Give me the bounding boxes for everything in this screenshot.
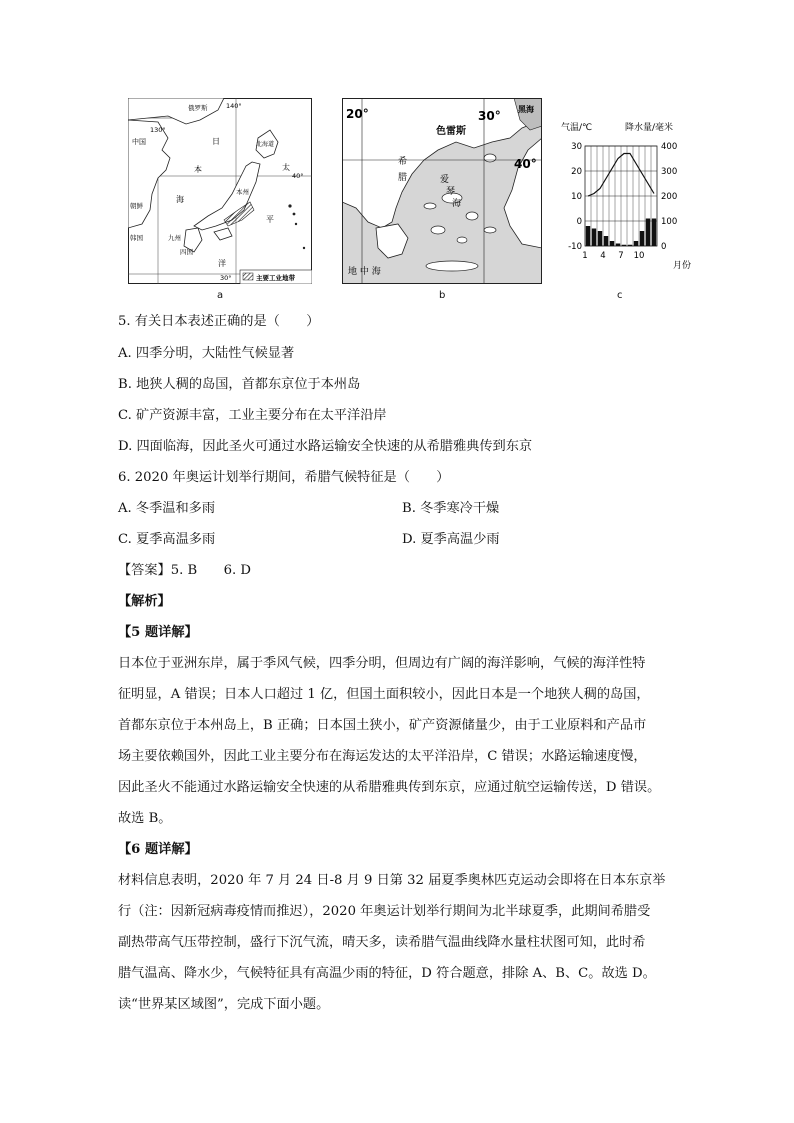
label-skorea: 韩国 [130,234,143,242]
figure-a-japan-map [128,98,312,284]
y-right-tick: 200 [661,192,678,202]
legend-label: 主要工业地带 [256,274,295,282]
label-lon30: 30° [478,109,501,123]
label-ri: 日 [212,137,220,146]
label-lon20: 20° [346,107,369,121]
detail-6-line: 读“世界某区域图”，完成下面小题。 [118,997,330,1012]
label-thessaly: 色雷斯 [436,126,466,137]
precip-bar [640,231,644,246]
label-hokkaido: 北海道 [256,141,275,148]
precip-bar [592,229,596,247]
label-tai: 太 [282,163,290,172]
label-lon130: 130° [150,126,166,134]
label-ping: 平 [266,215,274,224]
x-tick: 7 [618,251,624,261]
analysis-label: 【解析】 [118,594,171,609]
label-black-sea: 黑海 [518,105,534,114]
y-right-tick: 0 [661,242,667,252]
y-right-tick: 100 [661,217,678,227]
label-ben: 本 [194,165,202,174]
question-6-option-d: D. 夏季高温少雨 [402,532,500,547]
y-right-tick: 400 [661,142,678,152]
y-left-tick: 10 [571,192,582,202]
precip-bar [604,236,608,246]
label-russia: 俄罗斯 [188,104,208,112]
label-mediterranean: 地 中 海 [348,267,381,277]
x-unit-label: 月份 [673,261,692,270]
island [457,237,467,243]
y-right-title: 降水量/毫米 [625,123,674,133]
detail-6-line: 副热带高气压带控制，盛行下沉气流，晴天多，读希腊气温曲线降水量柱状图可知，此时希 [118,935,646,950]
question-6-option-c: C. 夏季高温多雨 [118,532,216,547]
label-shikoku: 四国 [180,248,193,256]
label-lat30: 30° [220,274,232,282]
greece-map-svg [342,98,542,284]
precip-bar [616,244,620,247]
detail-6-line: 材料信息表明，2020 年 7 月 24 日-8 月 9 日第 32 届夏季奥林匹克运动会即将在日本东京举 [118,873,666,888]
precip-bar [622,245,626,246]
detail-6-title: 【6 题详解】 [118,842,198,857]
island [424,203,436,209]
question-5-stem: 5. 有关日本表述正确的是（ ） [118,314,320,329]
caption-c: c [617,290,623,301]
question-5-option-d: D. 四面临海，因此圣火可通过水路运输安全快速的从希腊雅典传到东京 [118,439,533,454]
y-right-tick: 300 [661,167,678,177]
label-la: 腊 [398,173,408,183]
label-lon140: 140° [226,102,242,110]
question-6-option-b: B. 冬季寒冷干燥 [402,501,500,516]
detail-6-line: 行（注：因新冠病毒疫情而推迟），2020 年奥运计划举行期间为北半球夏季，此期间希腊受 [118,904,651,919]
detail-5-line: 征明显，A 错误；日本人口超过 1 亿，但国土面积较小，因此日本是一个地狭人稠的岛国， [118,687,650,702]
y-left-tick: 20 [571,167,582,177]
island-dot [295,223,297,225]
label-xi: 希 [398,157,408,167]
detail-5-line: 场主要依赖国外，因此工业主要分布在海运发达的太平洋沿岸，C 错误；水路运输速度慢， [118,749,647,764]
detail-5-line: 日本位于亚洲东岸，属于季风气候，四季分明，但周边有广阔的海洋影响，气候的海洋性特 [118,656,646,671]
question-6-option-a: A. 冬季温和多雨 [118,501,216,516]
island-dot [293,213,296,216]
detail-5-line: 首都东京位于本州岛上，B 正确；日本国土狭小，矿产资源储量少，由于工业原料和产品市 [118,718,647,733]
question-5-option-b: B. 地狭人稠的岛国，首都东京位于本州岛 [118,377,361,392]
caption-a: a [217,290,224,301]
precip-bar [634,241,638,246]
label-hai: 海 [452,199,462,209]
x-tick: 1 [582,251,588,261]
y-left-tick: -10 [568,242,582,252]
question-5-option-a: A. 四季分明，大陆性气候显著 [118,346,295,361]
x-tick: 10 [633,251,645,261]
island-dot [288,204,291,207]
precip-bar [598,231,602,246]
label-china: 中国 [132,138,146,146]
precip-bar [586,226,590,246]
precip-bar [610,241,614,246]
label-honshu: 本州 [236,188,249,196]
label-qin: 琴 [446,187,456,197]
detail-5-title: 【5 题详解】 [118,625,198,640]
precip-bar [646,219,650,247]
figure-c-climate-chart [561,120,695,270]
caption-b: b [439,290,446,301]
island [431,226,445,234]
y-left-title: 气温/℃ [561,123,593,133]
island [484,154,496,162]
y-left-tick: 30 [571,142,582,152]
y-left-tick: 0 [576,217,582,227]
label-aiqin: 爱 [440,175,450,185]
legend-hatch-swatch [243,273,253,280]
answer-line: 【答案】5. B 6. D [118,563,251,578]
label-yang: 洋 [218,259,226,268]
precip-bar [652,219,656,247]
crete-island [426,261,478,271]
detail-5-line: 故选 B。 [118,811,172,826]
label-lat40: 40° [514,157,537,171]
label-lat40: 40° [292,172,304,180]
climate-chart-svg [561,120,695,270]
island-dot [303,247,305,249]
label-hai: 海 [176,195,184,204]
question-6-stem: 6. 2020 年奥运计划举行期间，希腊气候特征是（ ） [118,470,450,485]
detail-5-line: 因此圣火不能通过水路运输安全快速的从希腊雅典传到东京，应通过航空运输传送，D 错误。 [118,780,661,795]
label-kyushu: 九州 [168,234,181,242]
question-5-option-c: C. 矿产资源丰富，工业主要分布在太平洋沿岸 [118,408,387,423]
figure-b-greece-map [342,98,542,284]
precip-bar [628,245,632,246]
x-tick: 4 [600,251,606,261]
island [484,227,496,233]
label-korea: 朝鲜 [130,202,143,210]
japan-map-svg [128,98,312,284]
island [466,212,478,220]
detail-6-line: 腊气温高、降水少，气候特征具有高温少雨的特征，D 符合题意，排除 A、B、C。故选 D。 [118,966,656,981]
